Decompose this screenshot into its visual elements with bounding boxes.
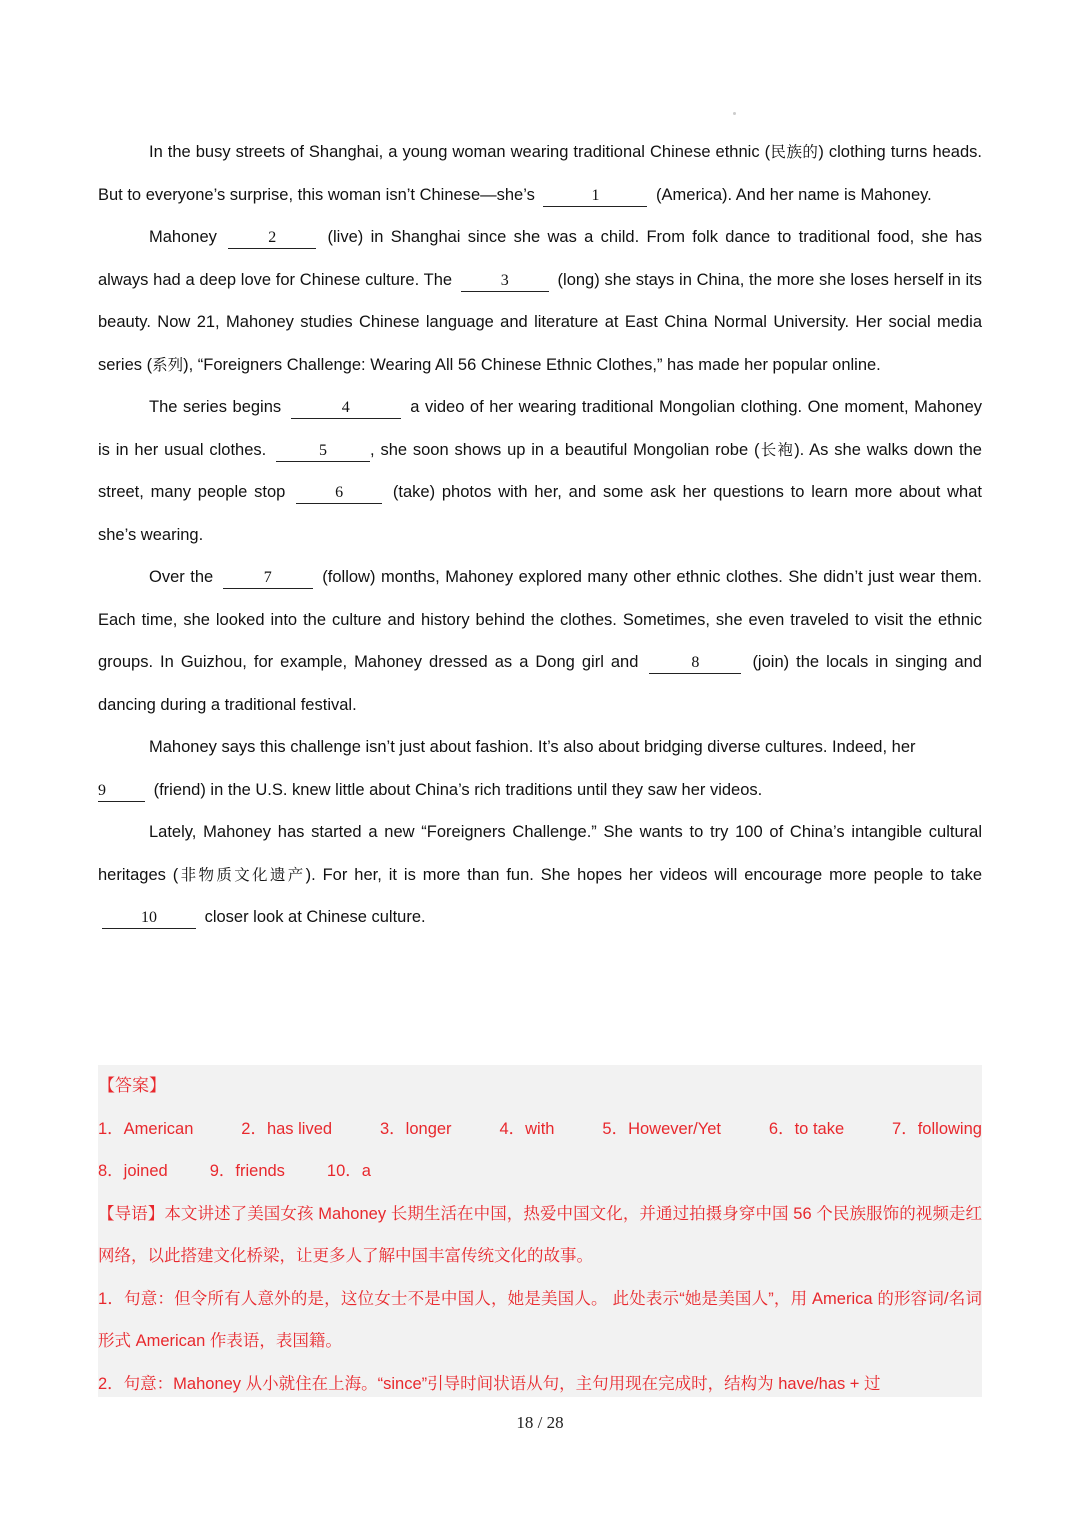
paragraph-5 xyxy=(98,726,982,769)
blank-7[interactable]: 7 xyxy=(223,568,313,589)
blank-2[interactable]: 2 xyxy=(228,228,316,249)
text: closer look at Chinese culture. xyxy=(200,908,426,926)
answer-item: 8．joined xyxy=(98,1162,168,1180)
blank-5[interactable]: 5 xyxy=(276,441,370,462)
text: ). As she walks down the street, many people stop xyxy=(98,440,982,501)
blank-8[interactable]: 8 xyxy=(649,653,741,674)
answer-row-2 xyxy=(98,1150,982,1193)
chinese-gloss: 民族的 xyxy=(770,143,819,161)
text: (join) the locals in singing and dancing during a traditional festival. xyxy=(98,653,982,714)
guide-intro xyxy=(98,1193,982,1278)
paragraph-4 xyxy=(98,556,982,726)
blank-1[interactable]: 1 xyxy=(543,186,647,207)
answer-item: 5．However/Yet xyxy=(602,1119,722,1138)
text: ) clothing turns heads. But to everyone’s surprise, this woman isn’t Chinese—she’s xyxy=(98,143,982,204)
chinese-gloss: 长袍 xyxy=(759,440,795,459)
text: The series begins xyxy=(149,398,287,416)
blank-4[interactable]: 4 xyxy=(291,398,401,419)
text: ). For her, it is more than fun. She hopes her videos will encourage more people to take xyxy=(305,865,982,884)
text: , she soon shows up in a beautiful Mongolian robe ( xyxy=(370,440,760,459)
answer-row-1 xyxy=(98,1108,982,1151)
paragraph-7 xyxy=(98,811,982,939)
blank-9[interactable]: 9 xyxy=(98,781,145,802)
paragraph-1 xyxy=(98,131,982,216)
answer-item: 2．has lived xyxy=(241,1119,333,1138)
text: ), “Foreigners Challenge: Wearing All 56 Chinese Ethnic Clothes,” has made her popular online. xyxy=(183,355,881,374)
text: (follow) months, Mahoney explored many other ethnic clothes. She didn’t just wear them. Each time, she looked into the culture and history behind the clothes. Sometimes, she even traveled to visit the ethnic groups. In Guizhou, for example, Mahoney dressed as a Dong girl and xyxy=(98,568,982,671)
explanation-2: 2．句意：Mahoney 从小就住在上海。“since”引导时间状语从句，主句用现在完成时，结构为 have/has + 过 xyxy=(98,1374,881,1393)
text: (take) photos with her, and some ask her questions to learn more about what she’s wearing. xyxy=(98,483,982,544)
answer-item: 9．friends xyxy=(209,1162,285,1180)
answer-item: 7．following xyxy=(892,1119,982,1138)
explanation-1: 1．句意：但令所有人意外的是，这位女士不是中国人，她是美国人。 此处表示“她是美国人”，用 America 的形容词/名词形式 American 作表语，表国籍。 xyxy=(98,1289,982,1350)
text: In the busy streets of Shanghai, a young woman wearing traditional Chinese ethnic ( xyxy=(149,143,771,161)
answer-item: 3．longer xyxy=(380,1119,452,1138)
paragraph-3 xyxy=(98,386,982,556)
blank-10[interactable]: 10 xyxy=(102,908,196,929)
answer-item: 4．with xyxy=(499,1119,555,1138)
text: a video of her wearing traditional Mongolian clothing. One moment, Mahoney is in her usual clothes. xyxy=(98,398,982,459)
text: (friend) in the U.S. knew little about China’s rich traditions until they saw her videos. xyxy=(149,780,763,799)
text: Mahoney xyxy=(149,228,225,246)
text: Over the xyxy=(149,568,219,586)
answer-item: 6．to take xyxy=(768,1119,845,1138)
answer-section xyxy=(98,1065,982,1397)
guide-text: 本文讲述了美国女孩 Mahoney 长期生活在中国，热爱中国文化，并通过拍摄身穿中国 56 个民族服饰的视频走红网络，以此搭建文化桥梁，让更多人了解中国丰富传统文化的故事。 xyxy=(98,1204,983,1265)
page-number: 18 / 28 xyxy=(516,1413,564,1432)
guide-label: 【导语】 xyxy=(98,1204,165,1223)
text: (America). And her name is Mahoney. xyxy=(651,185,932,204)
blank-3[interactable]: 3 xyxy=(461,271,549,292)
answer-heading: 【答案】 xyxy=(98,1076,166,1096)
chinese-gloss: 系列 xyxy=(152,355,184,374)
reading-passage xyxy=(98,131,982,939)
text: (long) she stays in China, the more she loses herself in its beauty. Now 21, Mahoney studies Chinese language and literature at East China Normal University. Her social media series ( xyxy=(98,270,982,374)
paragraph-6 xyxy=(98,769,982,812)
text: Mahoney says this challenge isn’t just about fashion. It’s also about bridging diverse cultures. Indeed, her xyxy=(149,738,916,756)
chinese-gloss: 非物质文化遗产 xyxy=(178,865,306,884)
stray-mark xyxy=(733,112,736,115)
answer-item: 10．a xyxy=(326,1162,371,1180)
paragraph-2 xyxy=(98,216,982,386)
text: (live) in Shanghai since she was a child. From folk dance to traditional food, she has always had a deep love for Chinese culture. The xyxy=(98,228,982,289)
answer-item: 1．American xyxy=(98,1119,194,1138)
text: Lately, Mahoney has started a new “Foreigners Challenge.” She wants to try 100 of China’s intangible cultural heritages ( xyxy=(98,823,982,884)
blank-6[interactable]: 6 xyxy=(296,483,382,504)
